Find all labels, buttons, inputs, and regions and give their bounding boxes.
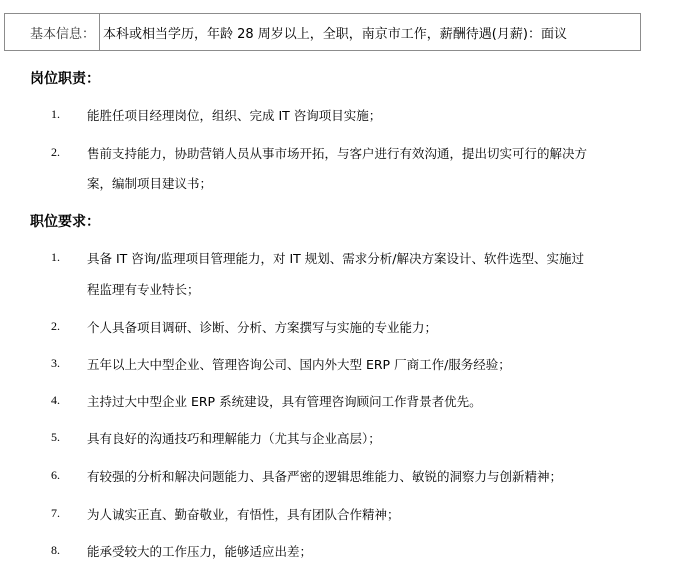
basic-info-table bbox=[4, 13, 641, 51]
responsibility-text-continued: 案，编制项目建议书； bbox=[87, 176, 213, 191]
requirement-text: 有较强的分析和解决问题能力、具备严密的逻辑思维能力、敏锐的洞察力与创新精神； bbox=[87, 469, 563, 484]
requirement-text: 为人诚实正直、勤奋敬业，有悟性，具有团队合作精神； bbox=[87, 507, 400, 522]
requirements-heading: 职位要求： bbox=[30, 214, 100, 230]
requirement-text: 具备 IT 咨询/监理项目管理能力，对 IT 规划、需求分析/解决方案设计、软件选型、实施过 bbox=[87, 251, 584, 266]
requirement-text: 具有良好的沟通技巧和理解能力（尤其与企业高层）； bbox=[87, 431, 381, 446]
responsibilities-heading: 岗位职责： bbox=[30, 71, 100, 87]
requirement-text: 主持过大中型企业 ERP 系统建设，具有管理咨询顾问工作背景者优先。 bbox=[87, 394, 482, 409]
requirement-number: 8. bbox=[51, 543, 60, 557]
requirement-number: 5. bbox=[51, 430, 60, 444]
requirement-number: 1. bbox=[51, 250, 60, 264]
requirement-number: 2. bbox=[51, 319, 60, 333]
requirement-number: 6. bbox=[51, 468, 60, 482]
responsibility-number: 2. bbox=[51, 145, 60, 159]
requirement-number: 4. bbox=[51, 393, 60, 407]
basic-info-label: 基本信息： bbox=[5, 14, 100, 50]
responsibility-text: 能胜任项目经理岗位，组织、完成 IT 咨询项目实施； bbox=[87, 108, 382, 123]
responsibility-number: 1. bbox=[51, 107, 60, 121]
requirement-text: 个人具备项目调研、诊断、分析、方案撰写与实施的专业能力； bbox=[87, 320, 438, 335]
requirement-text: 五年以上大中型企业、管理咨询公司、国内外大型 ERP 厂商工作/服务经验； bbox=[87, 357, 511, 372]
requirement-number: 3. bbox=[51, 356, 60, 370]
basic-info-value: 本科或相当学历，年龄 28 周岁以上，全职，南京市工作，薪酬待遇(月薪)：面议 bbox=[103, 26, 567, 42]
requirement-text-continued: 程监理有专业特长； bbox=[87, 282, 200, 297]
requirement-text: 能承受较大的工作压力，能够适应出差； bbox=[87, 544, 313, 559]
responsibility-text: 售前支持能力，协助营销人员从事市场开拓，与客户进行有效沟通，提出切实可行的解决方 bbox=[87, 146, 588, 161]
requirement-number: 7. bbox=[51, 506, 60, 520]
